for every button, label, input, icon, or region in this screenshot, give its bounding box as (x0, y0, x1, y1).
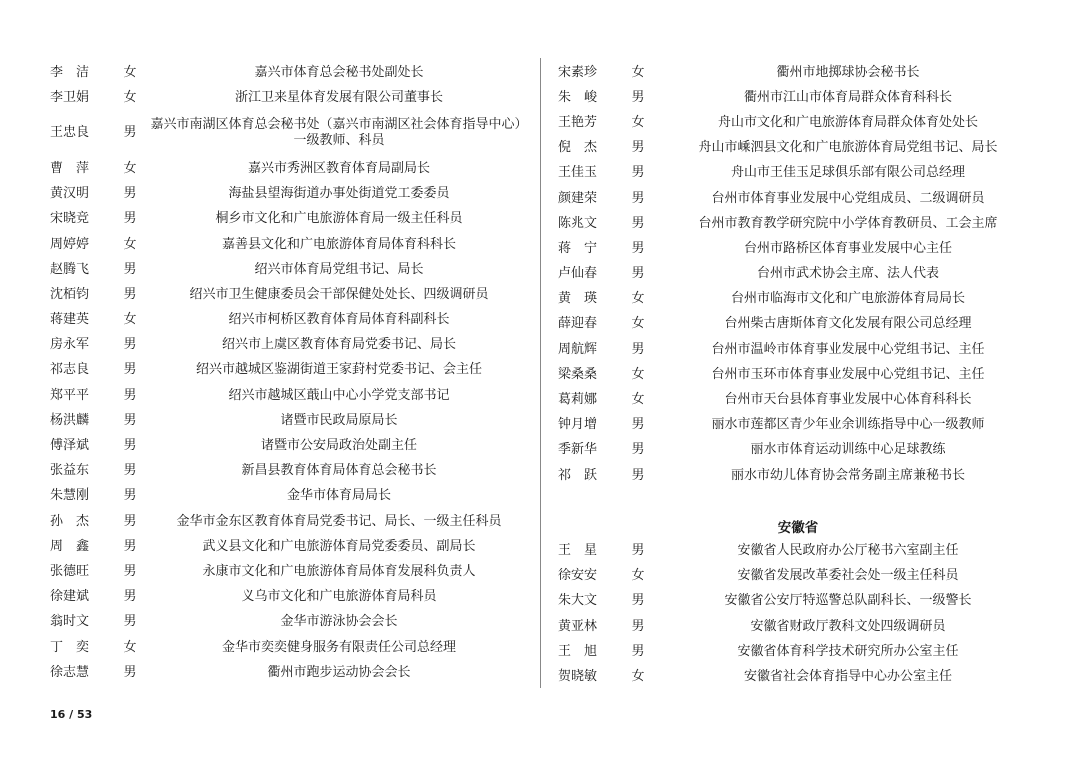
person-title: 新昌县教育体育局体育总会秘书长 (241, 463, 437, 479)
list-row (50, 635, 528, 660)
list-row (50, 459, 528, 484)
person-name: 张德旺 (50, 563, 90, 579)
person-gender: 男 (123, 337, 137, 353)
person-name: 孙 杰 (50, 513, 90, 529)
person-title: 浙江卫来星体育发展有限公司董事长 (234, 89, 443, 105)
column-divider (540, 58, 541, 688)
person-name: 葛莉娜 (558, 392, 598, 408)
anhui-list (558, 538, 1038, 689)
person-gender: 男 (631, 467, 645, 483)
list-row (50, 282, 528, 307)
person-title: 金华市金东区教育体育局党委书记、局长、一级主任科员 (176, 513, 502, 529)
person-title: 台州市临海市文化和广电旅游体育局局长 (730, 291, 965, 307)
person-title: 舟山市文化和广电旅游体育局群众体育处处长 (717, 114, 978, 130)
list-row (50, 156, 528, 181)
person-name: 周 鑫 (50, 538, 90, 554)
person-title: 丽水市莲都区青少年业余训练指导中心一级教师 (711, 417, 985, 433)
person-name: 黄亚林 (558, 618, 598, 634)
person-name: 王佳玉 (558, 165, 598, 181)
list-row (50, 585, 528, 610)
list-row (558, 664, 1038, 689)
person-gender: 男 (123, 286, 137, 302)
person-gender: 男 (123, 211, 137, 227)
list-row (50, 257, 528, 282)
person-name: 季新华 (558, 442, 598, 458)
list-row (50, 358, 528, 383)
person-name: 李 洁 (50, 64, 90, 80)
person-title: 安徽省体育科学技术研究所办公室主任 (737, 643, 959, 659)
person-name: 郑平平 (50, 387, 90, 403)
person-gender: 女 (631, 568, 645, 584)
person-gender: 女 (631, 316, 645, 332)
section-spacer (558, 488, 1038, 513)
person-title: 台州市武术协会主席、法人代表 (756, 266, 939, 282)
person-gender: 男 (123, 125, 137, 141)
list-row (50, 559, 528, 584)
person-name: 颜建荣 (558, 190, 598, 206)
person-title: 诸暨市公安局政治处副主任 (260, 438, 417, 454)
person-name: 王 星 (558, 542, 598, 558)
list-row (558, 387, 1038, 412)
person-name: 周航辉 (558, 341, 598, 357)
person-title: 安徽省发展改革委社会处一级主任科员 (737, 568, 959, 584)
list-row (558, 538, 1038, 563)
list-row (50, 207, 528, 232)
person-gender: 女 (631, 114, 645, 130)
person-title: 嘉善县文化和广电旅游体育局体育科科长 (221, 236, 456, 252)
person-title: 台州市天台县体育事业发展中心体育科科长 (724, 392, 972, 408)
left-column (50, 60, 528, 685)
person-title: 金华市体育局局长 (286, 488, 391, 504)
person-name: 翁时文 (50, 614, 90, 630)
person-title: 安徽省财政厅教科文处四级调研员 (750, 618, 946, 634)
person-gender: 男 (123, 488, 137, 504)
list-row (558, 85, 1038, 110)
person-title: 嘉兴市秀洲区教育体育局副局长 (247, 160, 430, 176)
right-column (558, 60, 1038, 690)
person-title: 绍兴市柯桥区教育体育局体育科副科长 (228, 312, 450, 328)
person-name: 周婷婷 (50, 236, 90, 252)
person-gender: 男 (123, 362, 137, 378)
list-row (558, 262, 1038, 287)
person-gender: 女 (123, 639, 137, 655)
person-name: 贺晓敏 (558, 668, 598, 684)
person-title: 舟山市嵊泗县文化和广电旅游体育局党组书记、局长 (698, 140, 998, 156)
person-gender: 男 (123, 664, 137, 680)
person-gender: 女 (123, 236, 137, 252)
list-row (50, 333, 528, 358)
person-name: 徐建斌 (50, 589, 90, 605)
person-name: 黄 瑛 (558, 291, 598, 307)
person-gender: 男 (123, 438, 137, 454)
person-name: 沈栢钧 (50, 286, 90, 302)
list-row (558, 438, 1038, 463)
person-name: 梁桑桑 (558, 366, 598, 382)
person-title: 安徽省人民政府办公厅秘书六室副主任 (737, 542, 959, 558)
person-title: 舟山市王佳玉足球俱乐部有限公司总经理 (730, 165, 965, 181)
person-gender: 男 (123, 538, 137, 554)
person-name: 陈兆文 (558, 215, 598, 231)
person-title: 安徽省社会体育指导中心办公室主任 (743, 668, 952, 684)
list-row (50, 660, 528, 685)
person-title: 丽水市体育运动训练中心足球教练 (750, 442, 946, 458)
person-gender: 男 (631, 542, 645, 558)
person-title: 衢州市江山市体育局群众体育科科长 (743, 89, 952, 105)
list-row (50, 60, 528, 85)
list-row (558, 60, 1038, 85)
person-gender: 女 (123, 64, 137, 80)
list-row (558, 186, 1038, 211)
person-name: 傅泽斌 (50, 438, 90, 454)
person-gender: 女 (123, 312, 137, 328)
person-gender: 女 (123, 160, 137, 176)
person-gender: 女 (631, 64, 645, 80)
list-row (558, 236, 1038, 261)
person-gender: 男 (631, 266, 645, 282)
person-title: 丽水市幼儿体育协会常务副主席兼秘书长 (730, 467, 965, 483)
right-list (558, 60, 1038, 488)
list-row (558, 362, 1038, 387)
person-gender: 男 (631, 190, 645, 206)
list-row (558, 463, 1038, 488)
person-gender: 女 (631, 668, 645, 684)
list-row (50, 408, 528, 433)
person-gender: 男 (631, 140, 645, 156)
list-row (558, 614, 1038, 639)
person-gender: 女 (631, 366, 645, 382)
list-row (558, 564, 1038, 589)
list-row (50, 232, 528, 257)
list-row (558, 337, 1038, 362)
section-heading: 安徽省 (777, 519, 819, 536)
list-row (50, 85, 528, 110)
person-gender: 男 (123, 563, 137, 579)
person-name: 蒋建英 (50, 312, 90, 328)
person-gender: 男 (123, 589, 137, 605)
person-title: 嘉兴市南湖区体育总会秘书处（嘉兴市南湖区社会体育指导中心）一级教师、科员 (150, 117, 528, 149)
person-title: 海盐县望海街道办事处街道党工委委员 (228, 186, 450, 202)
person-name: 李卫娟 (50, 89, 90, 105)
person-gender: 男 (123, 513, 137, 529)
person-title: 绍兴市上虞区教育体育局党委书记、局长 (221, 337, 456, 353)
person-title: 绍兴市越城区蕺山中心小学党支部书记 (228, 387, 450, 403)
person-name: 杨洪麟 (50, 412, 90, 428)
person-title: 衢州市地掷球协会秘书长 (776, 64, 920, 80)
person-name: 徐志慧 (50, 664, 90, 680)
person-name: 祁 跃 (558, 467, 598, 483)
person-name: 倪 杰 (558, 140, 598, 156)
person-title: 衢州市跑步运动协会会长 (267, 664, 411, 680)
list-row (50, 182, 528, 207)
person-name: 朱大文 (558, 593, 598, 609)
list-row (558, 312, 1038, 337)
list-row (558, 211, 1038, 236)
person-title: 台州市玉环市体育事业发展中心党组书记、主任 (711, 366, 985, 382)
person-gender: 男 (123, 186, 137, 202)
list-row (50, 610, 528, 635)
person-gender: 男 (123, 261, 137, 277)
person-title: 义乌市文化和广电旅游体育局科员 (241, 589, 437, 605)
person-title: 金华市奕奕健身服务有限责任公司总经理 (221, 639, 456, 655)
list-row (50, 509, 528, 534)
list-row (50, 383, 528, 408)
person-title: 安徽省公安厅特巡警总队副科长、一级警长 (724, 593, 972, 609)
person-title: 台州市路桥区体育事业发展中心主任 (743, 240, 952, 256)
person-name: 卢仙春 (558, 266, 598, 282)
person-name: 张益东 (50, 463, 90, 479)
person-gender: 女 (631, 392, 645, 408)
person-gender: 男 (631, 89, 645, 105)
list-row (50, 534, 528, 559)
person-name: 徐安安 (558, 568, 598, 584)
person-gender: 男 (631, 341, 645, 357)
list-row (558, 136, 1038, 161)
person-gender: 男 (631, 417, 645, 433)
person-name: 王 旭 (558, 643, 598, 659)
person-name: 房永军 (50, 337, 90, 353)
person-title: 永康市文化和广电旅游体育局体育发展科负责人 (202, 563, 476, 579)
person-title: 台州柴古唐斯体育文化发展有限公司总经理 (724, 316, 972, 332)
person-name: 蒋 宁 (558, 240, 598, 256)
person-gender: 男 (631, 643, 645, 659)
person-gender: 男 (123, 614, 137, 630)
person-name: 王艳芳 (558, 114, 598, 130)
person-gender: 男 (631, 240, 645, 256)
person-name: 丁 奕 (50, 639, 90, 655)
person-title: 台州市体育事业发展中心党组成员、二级调研员 (711, 190, 985, 206)
list-row (50, 110, 528, 156)
person-gender: 女 (631, 291, 645, 307)
person-gender: 男 (631, 215, 645, 231)
person-gender: 男 (631, 165, 645, 181)
person-title: 武义县文化和广电旅游体育局党委委员、副局长 (202, 538, 476, 554)
person-name: 钟月增 (558, 417, 598, 433)
person-name: 王忠良 (50, 125, 90, 141)
person-gender: 男 (631, 618, 645, 634)
person-title: 桐乡市文化和广电旅游体育局一级主任科员 (215, 211, 463, 227)
person-name: 宋晓竞 (50, 211, 90, 227)
list-row (558, 287, 1038, 312)
person-gender: 男 (123, 387, 137, 403)
person-name: 祁志良 (50, 362, 90, 378)
person-title: 金华市游泳协会会长 (280, 614, 398, 630)
person-gender: 男 (123, 412, 137, 428)
person-title: 绍兴市越城区鉴湖街道王家葑村党委书记、会主任 (195, 362, 482, 378)
person-title: 嘉兴市体育总会秘书处副处长 (254, 64, 424, 80)
page-number: 16 / 53 (50, 708, 93, 721)
person-gender: 男 (631, 442, 645, 458)
person-title: 台州市温岭市体育事业发展中心党组书记、主任 (711, 341, 985, 357)
person-name: 曹 萍 (50, 160, 90, 176)
person-name: 朱慧刚 (50, 488, 90, 504)
list-row (50, 433, 528, 458)
list-row (558, 161, 1038, 186)
person-gender: 男 (123, 463, 137, 479)
list-row (558, 110, 1038, 135)
person-title: 绍兴市卫生健康委员会干部保健处处长、四级调研员 (189, 286, 489, 302)
list-row (50, 308, 528, 333)
person-name: 朱 峻 (558, 89, 598, 105)
person-gender: 女 (123, 89, 137, 105)
list-row (558, 413, 1038, 438)
person-title: 诸暨市民政局原局长 (280, 412, 398, 428)
list-row (50, 484, 528, 509)
list-row (558, 639, 1038, 664)
person-name: 薛迎春 (558, 316, 598, 332)
person-name: 宋素珍 (558, 64, 598, 80)
person-title: 台州市教育教学研究院中小学体育教研员、工会主席 (698, 215, 998, 231)
person-title: 绍兴市体育局党组书记、局长 (254, 261, 424, 277)
person-name: 黄汉明 (50, 186, 90, 202)
person-gender: 男 (631, 593, 645, 609)
list-row (558, 589, 1038, 614)
person-name: 赵腾飞 (50, 261, 90, 277)
